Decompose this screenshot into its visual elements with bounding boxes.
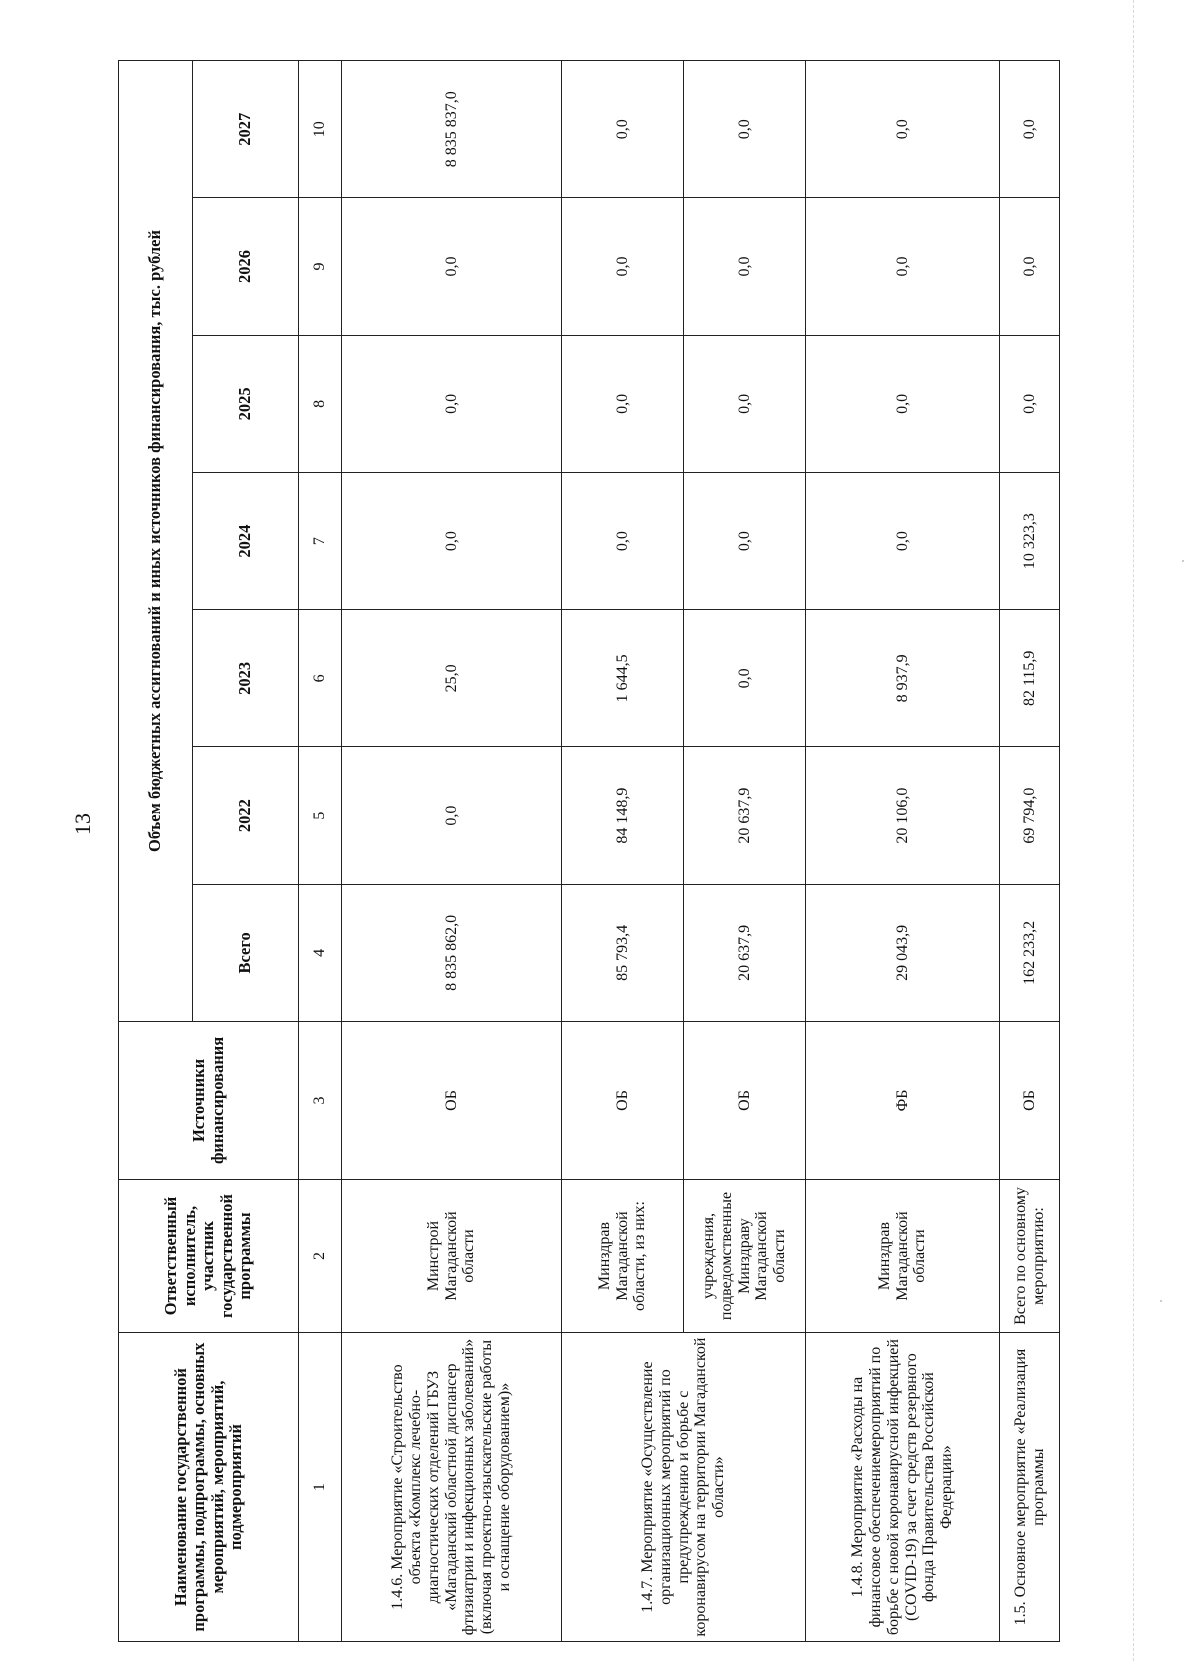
header-executor: Ответственный исполнитель, участник государственной программы: [119, 1179, 299, 1332]
header-year-2022: 2022: [193, 747, 299, 884]
row-executor: Минстрой Магаданской области: [342, 1179, 562, 1332]
header-year-2024: 2024: [193, 472, 299, 609]
value-2025: 0,0: [1000, 335, 1060, 472]
value-2025: 0,0: [806, 335, 1000, 472]
column-number: 10: [299, 61, 342, 198]
scan-speck: [1160, 1300, 1162, 1302]
row-source: ОБ: [342, 1022, 562, 1180]
table-row-1-4-6: [342, 61, 562, 1642]
header-row-1: [119, 61, 193, 1642]
value-2022: 20 637,9: [684, 747, 806, 884]
value-2024: 0,0: [562, 472, 684, 609]
header-volume-group: Объем бюджетных ассигнований и иных источников финансирования, тыс. рублей: [119, 61, 193, 1022]
value-total: 20 637,9: [684, 884, 806, 1021]
value-2026: 0,0: [342, 198, 562, 335]
scan-speck: [1182, 560, 1184, 562]
value-2027: 0,0: [1000, 61, 1060, 198]
header-year-2023: 2023: [193, 610, 299, 747]
header-year-2026: 2026: [193, 198, 299, 335]
value-2023: 8 937,9: [806, 610, 1000, 747]
rotated-table-container: [118, 60, 1047, 1642]
value-2024: 0,0: [806, 472, 1000, 609]
column-number: 9: [299, 198, 342, 335]
column-number: 1: [299, 1333, 342, 1642]
row-name: 1.4.6. Мероприятие «Строительство объекта «Комплекс лечебно-диагностических отделений ГБУЗ «Магаданский областной диспансер фтизиатрии и инфекционных заболеваний» (включая проектно-изыскательские работы и оснащение оборудованием)»: [342, 1333, 562, 1642]
column-number: 8: [299, 335, 342, 472]
value-2025: 0,0: [562, 335, 684, 472]
value-2023: 25,0: [342, 610, 562, 747]
value-2025: 0,0: [342, 335, 562, 472]
row-name: 1.4.8. Мероприятие «Расходы на финансовое обеспечениемероприятий по борьбе с новой коронавирусной инфекцией (COVID-19) за счет средств резервного фонда Правительства Российской Федерации»: [806, 1333, 1000, 1642]
scan-edge-line: [1132, 0, 1134, 1661]
table-row-1-5: [1000, 61, 1060, 1642]
value-2027: 0,0: [562, 61, 684, 198]
column-number: 3: [299, 1022, 342, 1180]
row-executor: учреждения, подведомственные Минздраву Магаданской области: [684, 1179, 806, 1332]
value-total: 85 793,4: [562, 884, 684, 1021]
value-2023: 1 644,5: [562, 610, 684, 747]
row-name: 1.5. Основное мероприятие «Реализация программы: [1000, 1333, 1060, 1642]
column-number: 4: [299, 884, 342, 1021]
value-2026: 0,0: [806, 198, 1000, 335]
row-name: 1.4.7. Мероприятие «Осуществление организационных мероприятий по предупреждению и борьбе с коронавирусом на территории Магаданской области»: [562, 1333, 806, 1642]
value-2022: 84 148,9: [562, 747, 684, 884]
header-year-2025: 2025: [193, 335, 299, 472]
value-2022: 69 794,0: [1000, 747, 1060, 884]
value-2023: 0,0: [684, 610, 806, 747]
value-2026: 0,0: [684, 198, 806, 335]
column-number: 2: [299, 1179, 342, 1332]
page-number: 13: [70, 813, 95, 835]
value-2027: 0,0: [684, 61, 806, 198]
table-row-1-4-8: [806, 61, 1000, 1642]
value-total: 8 835 862,0: [342, 884, 562, 1021]
value-2027: 8 835 837,0: [342, 61, 562, 198]
row-executor: Всего по основному мероприятию:: [1000, 1179, 1060, 1332]
value-2024: 0,0: [342, 472, 562, 609]
row-source: ОБ: [684, 1022, 806, 1180]
column-number: 7: [299, 472, 342, 609]
row-executor: Минздрав Магаданской области: [806, 1179, 1000, 1332]
header-sources: Источники финансирования: [119, 1022, 299, 1180]
row-source: ОБ: [1000, 1022, 1060, 1180]
value-total: 29 043,9: [806, 884, 1000, 1021]
column-numbers-row: [299, 61, 342, 1642]
value-2024: 10 323,3: [1000, 472, 1060, 609]
table-row-1-4-7: [562, 61, 684, 1642]
row-executor: Минздрав Магаданской области, из них:: [562, 1179, 684, 1332]
value-total: 162 233,2: [1000, 884, 1060, 1021]
value-2022: 20 106,0: [806, 747, 1000, 884]
value-2025: 0,0: [684, 335, 806, 472]
value-2022: 0,0: [342, 747, 562, 884]
value-2026: 0,0: [562, 198, 684, 335]
column-number: 6: [299, 610, 342, 747]
row-source: ОБ: [562, 1022, 684, 1180]
header-total: Всего: [193, 884, 299, 1021]
value-2023: 82 115,9: [1000, 610, 1060, 747]
value-2026: 0,0: [1000, 198, 1060, 335]
value-2027: 0,0: [806, 61, 1000, 198]
value-2024: 0,0: [684, 472, 806, 609]
row-source: ФБ: [806, 1022, 1000, 1180]
header-name: Наименование государственной программы, подпрограммы, основных мероприятий, мероприятий, подмероприятий: [119, 1333, 299, 1642]
financing-table: [118, 60, 1060, 1642]
column-number: 5: [299, 747, 342, 884]
header-year-2027: 2027: [193, 61, 299, 198]
